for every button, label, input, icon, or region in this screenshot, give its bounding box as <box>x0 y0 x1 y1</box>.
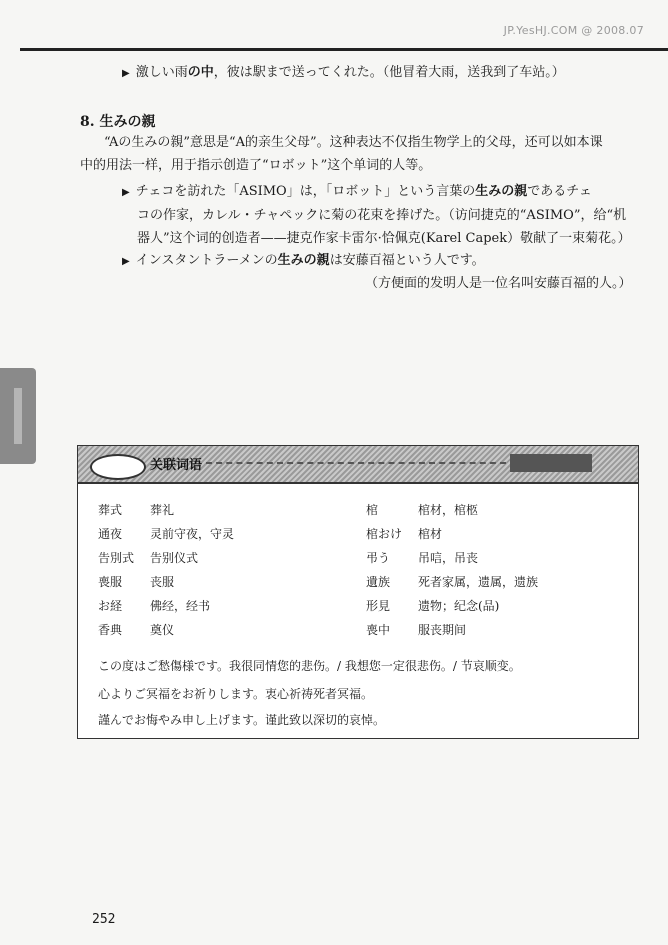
vocab-meaning: 服丧期间 <box>418 623 467 637</box>
vocab-meaning: 佛经，经书 <box>150 599 211 613</box>
vocab-meaning: 奠仪 <box>150 623 175 637</box>
vocab-term: 形見 <box>366 599 391 613</box>
page-number: 252 <box>92 912 116 927</box>
section-title: 8. 生みの親 <box>80 114 156 130</box>
vocab-term: 弔う <box>366 551 391 565</box>
side-tab <box>0 368 36 464</box>
top-rule <box>20 48 668 51</box>
vocab-item <box>98 502 174 518</box>
vocab-box <box>77 445 639 739</box>
intro-line-2: 中的用法一样，用于指示创造了“ロボット”这个单词的人等。 <box>80 158 432 173</box>
vocab-meaning: 吊唁，吊丧 <box>418 551 479 565</box>
example-1-line-1 <box>122 183 592 202</box>
example-1-line-3: 器人”这个词的创造者——捷克作家卡雷尔·恰佩克(Karel Capek）敬献了一束菊花。） <box>137 231 631 246</box>
example-2-translation: （方便面的发明人是一位名叫安藤百福的人。） <box>365 276 632 291</box>
example-2 <box>122 252 485 271</box>
vocab-meaning: 棺材 <box>418 527 443 541</box>
vocab-term: 喪服 <box>98 575 123 589</box>
example-2-pre: インスタントラーメンの <box>135 253 278 268</box>
vocab-meaning: 葬礼 <box>150 503 175 517</box>
header-tag <box>510 454 592 472</box>
vocab-meaning: 丧服 <box>150 575 175 589</box>
vocab-item <box>366 550 478 566</box>
speech-bubble-icon <box>90 454 146 480</box>
vocab-term: 遺族 <box>366 575 391 589</box>
vocab-term: 喪中 <box>366 623 391 637</box>
vocab-term: お経 <box>98 599 123 613</box>
vocab-meaning: 告别仪式 <box>150 551 199 565</box>
vocab-meaning: 死者家属，遗属，遗族 <box>418 575 539 589</box>
condolence-phrase: この度はご愁傷様です。我很同情您的悲伤。/ 我想您一定很悲伤。/ 节哀顺变。 <box>98 659 521 673</box>
bullet-icon: ▶ <box>122 187 130 198</box>
top-example <box>122 64 565 83</box>
example-1-pre: チェコを訪れた「ASIMO」は，「ロボット」という言葉の <box>135 184 476 199</box>
vocab-box-title: 关联词语 <box>150 458 203 473</box>
bullet-icon: ▶ <box>122 256 130 267</box>
vocab-term: 告別式 <box>98 551 135 565</box>
bullet-icon: ▶ <box>122 68 130 79</box>
site-watermark: JP.YesHJ.COM @ 2008.07 <box>503 24 644 37</box>
example-1-bold: 生みの親 <box>475 184 528 199</box>
vocab-term: 香典 <box>98 623 123 637</box>
header-divider <box>206 462 506 464</box>
vocab-item <box>366 526 442 542</box>
vocab-item <box>366 502 478 518</box>
example-2-bold: 生みの親 <box>277 253 330 268</box>
vocab-item <box>98 574 174 590</box>
vocab-term: 通夜 <box>98 527 123 541</box>
vocab-item <box>366 574 538 590</box>
vocab-term: 棺 <box>366 503 379 517</box>
top-example-prefix: 激しい雨 <box>135 65 188 80</box>
vocab-meaning: 棺材，棺柩 <box>418 503 479 517</box>
vocab-item <box>366 598 499 614</box>
top-example-bold: の中 <box>187 65 214 80</box>
example-1-line-2: コの作家，カレル・チャペックに菊の花束を捧げた。（访问捷克的“ASIMO”，给“机 <box>137 208 627 223</box>
vocab-box-header <box>78 446 638 484</box>
condolence-phrase: 謹んでお悔やみ申し上げます。谨此致以深切的哀悼。 <box>98 713 386 727</box>
example-1-post: であるチェ <box>527 184 592 199</box>
vocab-item <box>98 526 234 542</box>
condolence-phrase: 心よりご冥福をお祈りします。衷心祈祷死者冥福。 <box>98 687 374 701</box>
vocab-item <box>98 550 198 566</box>
vocab-meaning: 遗物；纪念(品) <box>418 599 500 613</box>
example-2-post: は安藤百福という人です。 <box>329 253 485 268</box>
intro-line-1: “Aの生みの親”意思是“A的亲生父母”。这种表达不仅指生物学上的父母，还可以如本课 <box>104 135 603 150</box>
vocab-item <box>98 598 210 614</box>
top-example-rest: ，彼は駅まで送ってくれた。（他冒着大雨，送我到了车站。） <box>213 65 565 80</box>
vocab-term: 棺おけ <box>366 527 403 541</box>
vocab-term: 葬式 <box>98 503 123 517</box>
vocab-meaning: 灵前守夜，守灵 <box>150 527 235 541</box>
vocab-item <box>366 622 466 638</box>
vocab-item <box>98 622 174 638</box>
